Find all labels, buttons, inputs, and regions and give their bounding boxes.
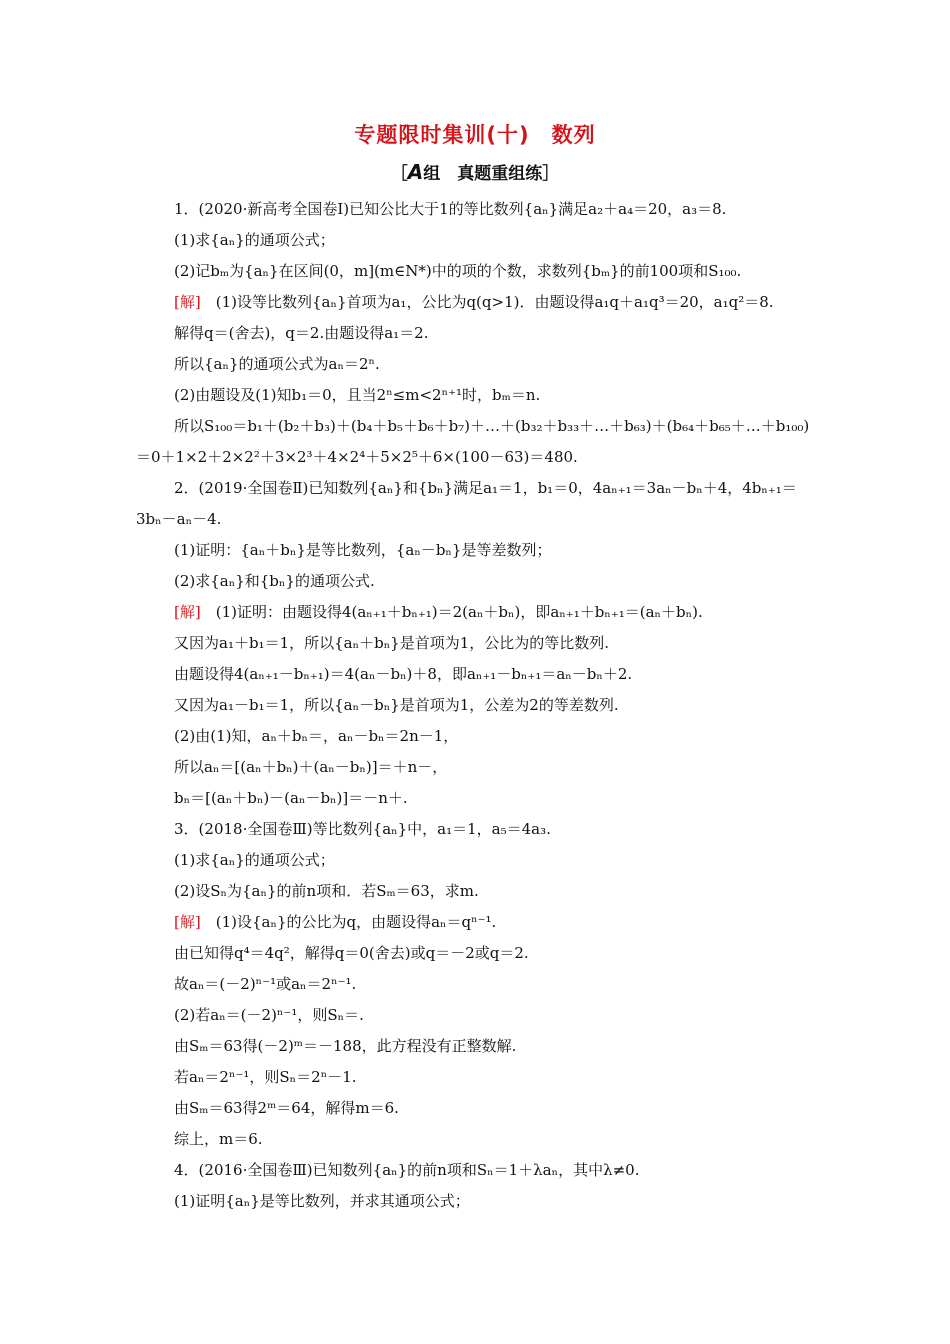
group-heading-text: 组 真题重组练 — [423, 164, 543, 184]
line-text: (1)证明{aₙ}是等比数列，并求其通项公式； — [174, 1192, 470, 1210]
text-line — [136, 571, 826, 602]
line-text: (1)设{aₙ}的公比为q，由题设得aₙ＝qⁿ⁻¹. — [200, 913, 497, 931]
line-text: (2)求{aₙ}和{bₙ}的通项公式. — [174, 572, 375, 590]
text-line — [136, 819, 826, 850]
text-line — [136, 850, 826, 881]
line-text: (1)证明：{aₙ＋bₙ}是等比数列，{aₙ－bₙ}是等差数列； — [174, 541, 552, 559]
text-line — [136, 881, 826, 912]
text-line — [136, 788, 826, 819]
text-line — [136, 509, 826, 540]
text-line — [136, 1098, 826, 1129]
text-line — [136, 261, 826, 292]
text-line — [136, 447, 826, 478]
line-text: 故aₙ＝(－2)ⁿ⁻¹或aₙ＝2ⁿ⁻¹. — [174, 975, 357, 993]
line-text: 综上，m＝6. — [174, 1130, 263, 1148]
line-text: (1)求{aₙ}的通项公式； — [174, 231, 335, 249]
line-text: (1)证明：由题设得4(aₙ₊₁＋bₙ₊₁)＝2(aₙ＋bₙ)，即aₙ₊₁＋bₙ₊₁＝(aₙ＋bₙ). — [200, 603, 703, 621]
text-line — [136, 292, 826, 323]
text-line — [136, 323, 826, 354]
text-line — [136, 1036, 826, 1067]
text-line — [136, 540, 826, 571]
text-line — [136, 912, 826, 943]
text-line — [136, 726, 826, 757]
line-text: (2)由(1)知，aₙ＋bₙ＝，aₙ－bₙ＝2n－1， — [174, 727, 459, 745]
line-text: 所以S₁₀₀＝b₁＋(b₂＋b₃)＋(b₄＋b₅＋b₆＋b₇)＋…＋(b₃₂＋b₃₃＋…＋b₆₃)＋(b₆₄＋b₆₅＋…＋b₁₀₀) — [174, 417, 810, 435]
line-text: (1)设等比数列{aₙ}首项为a₁，公比为q(q>1)．由题设得a₁q＋a₁q³＝20，a₁q²＝8. — [200, 293, 774, 311]
text-line — [136, 757, 826, 788]
line-text: 由已知得q⁴＝4q²，解得q＝0(舍去)或q＝－2或q＝2. — [174, 944, 529, 962]
text-line — [136, 633, 826, 664]
line-text: 所以aₙ＝[(aₙ＋bₙ)＋(aₙ－bₙ)]＝＋n－， — [174, 758, 448, 776]
line-text: 由Sₘ＝63得(－2)ᵐ＝－188，此方程没有正整数解. — [174, 1037, 517, 1055]
text-line — [136, 354, 826, 385]
section-heading — [0, 159, 950, 184]
line-text: 所以{aₙ}的通项公式为aₙ＝2ⁿ. — [174, 355, 380, 373]
line-text: 由题设得4(aₙ₊₁－bₙ₊₁)＝4(aₙ－bₙ)＋8，即aₙ₊₁－bₙ₊₁＝aₙ－bₙ＋2. — [174, 665, 633, 683]
document-title: 专题限时集训(十) 数列 — [354, 123, 596, 147]
line-text: ＝0＋1×2＋2×2²＋3×2³＋4×2⁴＋5×2⁵＋6×(100－63)＝480. — [136, 448, 578, 466]
line-text: 2．(2019·全国卷Ⅱ)已知数列{aₙ}和{bₙ}满足a₁＝1，b₁＝0，4aₙ₊₁＝3aₙ－bₙ＋4，4bₙ₊₁＝ — [174, 479, 797, 497]
line-text: 3．(2018·全国卷Ⅲ)等比数列{aₙ}中，a₁＝1，a₅＝4a₃. — [174, 820, 551, 838]
line-text: (2)记bₘ为{aₙ}在区间(0，m](m∈N*)中的项的个数，求数列{bₘ}的前100项和S₁₀₀. — [174, 262, 742, 280]
text-line — [136, 416, 826, 447]
text-line — [136, 230, 826, 261]
line-text: bₙ＝[(aₙ＋bₙ)－(aₙ－bₙ)]＝－n＋. — [174, 789, 408, 807]
line-text: (2)由题设及(1)知b₁＝0，且当2ⁿ≤m<2ⁿ⁺¹时，bₘ＝n. — [174, 386, 541, 404]
text-line — [136, 199, 826, 230]
text-line — [136, 385, 826, 416]
line-text: 又因为a₁＋b₁＝1，所以{aₙ＋bₙ}是首项为1，公比为的等比数列. — [174, 634, 610, 652]
bracket-close: ］ — [542, 164, 560, 184]
text-line — [136, 1067, 826, 1098]
solution-tag: [解] — [174, 603, 201, 621]
line-text: 解得q＝(舍去)，q＝2.由题设得a₁＝2. — [174, 324, 429, 342]
text-line — [136, 664, 826, 695]
line-text: (2)若aₙ＝(－2)ⁿ⁻¹，则Sₙ＝. — [174, 1006, 364, 1024]
line-text: (1)求{aₙ}的通项公式； — [174, 851, 335, 869]
solution-tag: [解] — [174, 913, 201, 931]
text-line — [136, 1129, 826, 1160]
solution-tag: [解] — [174, 293, 201, 311]
line-text: 1．(2020·新高考全国卷Ⅰ)已知公比大于1的等比数列{aₙ}满足a₂＋a₄＝20，a₃＝8. — [174, 200, 727, 218]
line-text: 又因为a₁－b₁＝1，所以{aₙ－bₙ}是首项为1，公差为2的等差数列. — [174, 696, 619, 714]
text-line — [136, 943, 826, 974]
document-body — [136, 199, 826, 1222]
line-text: 由Sₘ＝63得2ᵐ＝64，解得m＝6. — [174, 1099, 399, 1117]
bracket-open: ［ — [390, 164, 408, 184]
text-line — [136, 1005, 826, 1036]
line-text: (2)设Sₙ为{aₙ}的前n项和．若Sₘ＝63，求m. — [174, 882, 479, 900]
line-text: 若aₙ＝2ⁿ⁻¹，则Sₙ＝2ⁿ－1. — [174, 1068, 357, 1086]
text-line — [136, 602, 826, 633]
text-line — [136, 478, 826, 509]
text-line — [136, 974, 826, 1005]
text-line — [136, 1191, 826, 1222]
line-text: 3bₙ－aₙ－4. — [136, 510, 222, 528]
text-line — [136, 695, 826, 726]
group-letter: A — [407, 160, 424, 184]
text-line — [136, 1160, 826, 1191]
line-text: 4．(2016·全国卷Ⅲ)已知数列{aₙ}的前n项和Sₙ＝1＋λaₙ，其中λ≠0. — [174, 1161, 640, 1179]
